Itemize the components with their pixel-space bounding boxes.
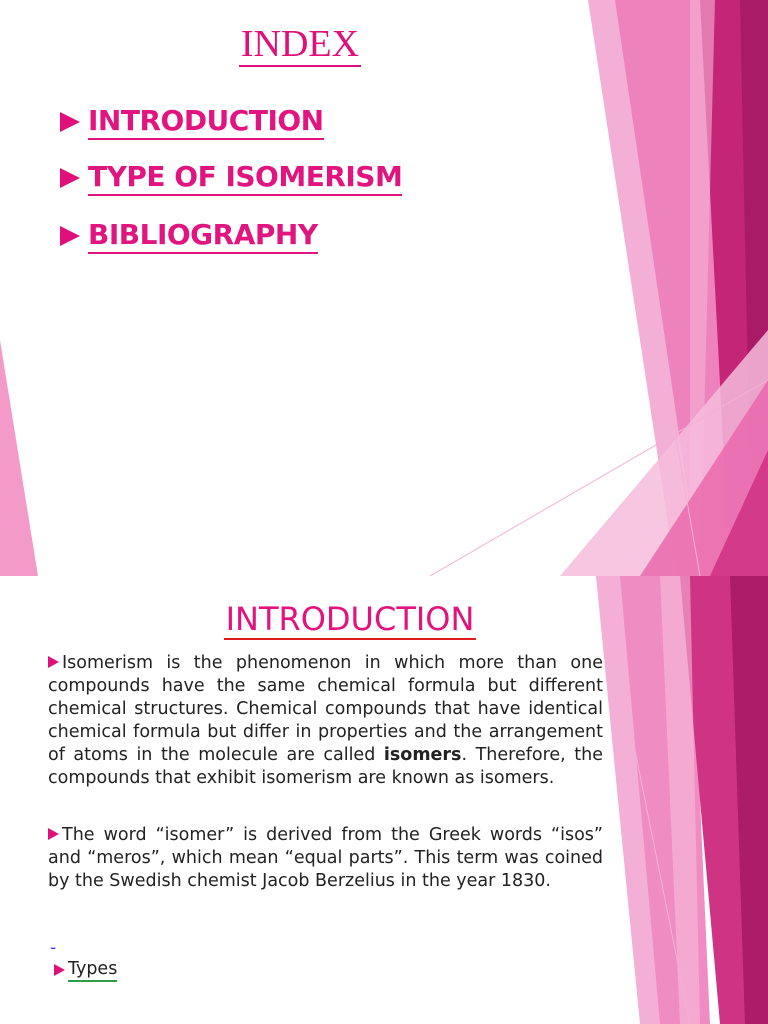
index-item-label[interactable]: TYPE OF ISOMERISM <box>88 160 402 196</box>
index-item-type-of-isomerism[interactable] <box>60 160 402 196</box>
triangle-bullet-icon <box>60 112 80 132</box>
triangle-bullet-icon <box>60 168 80 188</box>
triangle-bullet-icon <box>54 964 65 976</box>
types-label[interactable]: Types <box>68 958 117 982</box>
introduction-title-text: INTRODUCTION <box>225 600 475 638</box>
slide-decoration <box>0 576 768 1024</box>
index-title <box>0 22 600 66</box>
index-item-label[interactable]: INTRODUCTION <box>88 104 324 140</box>
stray-dash: - <box>50 938 57 958</box>
introduction-title <box>150 598 550 640</box>
index-title-text: INDEX <box>240 23 360 65</box>
index-item-introduction[interactable] <box>60 104 324 140</box>
paragraph-etymology: The word “isomer” is derived from the Greek words “isos” and “meros”, which mean “equal parts”. This term was coined by the Swedish chemist Jacob Berzelius in the year 1830. <box>48 825 603 891</box>
paragraph-isomerism: Isomerism is the phenomenon in which more than one compounds have the same chemical formula but different chemical structures. Chemical compounds that have identical chemical formula but differ in properties and the arrangement of atoms in the molecule are called isomers. Therefore, the compounds that exhibit isomerism are known as isomers. <box>48 653 603 788</box>
term-isomers: isomers <box>383 745 462 765</box>
introduction-slide <box>0 576 768 1024</box>
triangle-bullet-icon <box>60 226 80 246</box>
index-item-label[interactable]: BIBLIOGRAPHY <box>88 218 318 254</box>
index-item-bibliography[interactable] <box>60 218 318 254</box>
triangle-bullet-icon <box>48 828 59 840</box>
types-link[interactable] <box>54 958 117 982</box>
triangle-bullet-icon <box>48 656 59 668</box>
